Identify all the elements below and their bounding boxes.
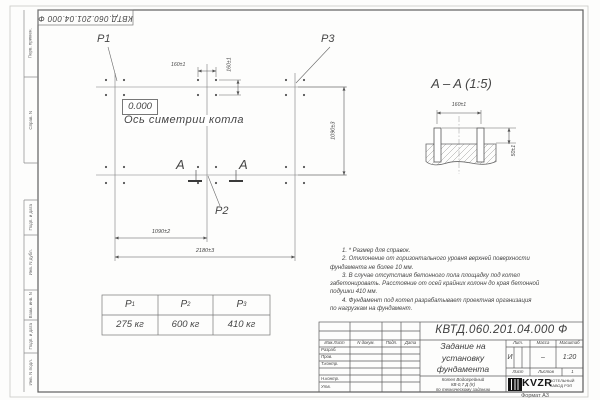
title-line: Задание на (440, 341, 486, 351)
title-block-subtitle (420, 377, 506, 393)
elevation-mark-box (122, 99, 158, 115)
logo-subtext-line: КОТЕЛЬНЫЙ (550, 378, 575, 383)
col-header-data: Дата (404, 340, 417, 346)
mass-header: Масса (536, 340, 550, 346)
sheet-label: Лист (512, 368, 524, 374)
note-line: забетонировать. Расстояние от осей крайних колонн до края бетонной (330, 281, 540, 288)
subtitle-line: Котел Водогрейный (441, 377, 485, 382)
logo-subtext (550, 379, 574, 388)
notes-block (330, 248, 580, 314)
section-dim-50: 50±1 (511, 145, 518, 157)
logo-subtext-line: ЗАВОД РЭП (550, 382, 573, 388)
load-label-p2: P2 (215, 205, 229, 217)
plan-axes (96, 64, 346, 261)
sheets-value: 1 (571, 368, 574, 374)
top-doc-number: КВТД.060.201.04.000 Ф (38, 13, 133, 23)
dim-2180-bottom: 2180±3 (195, 248, 215, 255)
load-label-p3: P3 (321, 33, 335, 45)
title-block-title (420, 341, 506, 376)
dim-160-horizontal: 160±1 (171, 62, 186, 68)
note-line: 2. Отклонение от горизонтального уровня верхней поверхности (342, 256, 530, 263)
symmetry-axis-label: Ось симетрии котла (124, 114, 245, 126)
note-line: 3. В случае отсутствия бетонного пола площадку под котел (342, 272, 520, 279)
logo-name: KVZR (522, 377, 553, 389)
side-label-perv-primen: Перв. примен. (27, 28, 33, 59)
title-block-doc-number: КВТД.060.201.04.000 Ф (435, 324, 568, 337)
weights-header-p1: P 1 (124, 299, 135, 310)
section-view-title: A – A (1:5) (431, 75, 492, 91)
elevation-mark: 0.000 (128, 101, 152, 113)
note-line: по нагрузкам на фундамент. (330, 306, 413, 313)
dim-160-vertical: 160±1 (226, 57, 233, 73)
scale-header: Масштаб (559, 340, 580, 346)
sheets-label: Листов (538, 368, 554, 374)
weights-value-p1: 275 кг (116, 319, 144, 331)
note-line: 4. Фундамент под котел разрабатывает проектная организация (342, 297, 532, 304)
section-cut-marks (188, 170, 243, 181)
side-label-sprav-n: Справ. N (27, 110, 33, 130)
subtitle-line: КВ-0,7 Д (К) (450, 382, 476, 388)
lit-value: И (507, 354, 513, 361)
mass-value: – (541, 354, 545, 361)
weights-header-p2: P 2 (180, 299, 191, 310)
kvzr-logo-icon (508, 378, 522, 391)
side-label-podp-data-2: Подп. и дата (27, 323, 33, 350)
row-label-nkontr: Н.контр. (321, 375, 340, 381)
section-letter-right: A (239, 157, 248, 172)
row-label-razrab: Разраб. (321, 347, 337, 352)
note-line: подушки 410 мм. (330, 289, 378, 296)
load-label-p1: P1 (97, 33, 111, 45)
title-line: фундамента (436, 364, 490, 374)
dim-1090-bottom: 1090±2 (151, 229, 171, 236)
section-letter-left: A (176, 157, 185, 172)
format-note: Формат А3 (521, 392, 549, 399)
leader-lines (108, 47, 330, 206)
side-label-vzam-inv: Взам. инв. N (27, 291, 33, 319)
anchor-bolt-dots (105, 79, 305, 184)
weights-header-p3: P 3 (236, 299, 247, 310)
note-line: фундамента не более 10 мм. (330, 264, 414, 271)
lit-header: Лит. (512, 340, 524, 346)
scale-value: 1:20 (562, 354, 577, 361)
section-dim-160: 160±1 (451, 102, 467, 109)
note-line: 1. * Размер для справок. (342, 248, 411, 254)
top-doc-number-box (38, 10, 133, 25)
col-header-podp: Подп. (385, 340, 398, 346)
row-label-utv: Утв. (321, 383, 331, 389)
weights-value-p2: 600 кг (171, 319, 200, 331)
side-label-inv-dubl: Инв. N дубл. (27, 249, 33, 276)
section-view-lines (408, 110, 522, 174)
side-label-podp-data-1: Подп. и дата (27, 204, 33, 231)
subtitle-line: по техническому заданию (435, 387, 491, 393)
row-label-prov: Пров. (321, 354, 333, 359)
dim-1090-right: 1090±3 (330, 121, 337, 141)
col-header-izm-list: Изм.Лист (324, 340, 345, 346)
col-header-n-dokum: N докум. (357, 340, 375, 346)
row-label-tkontr: Т.контр. (321, 361, 339, 366)
weights-value-p3: 410 кг (227, 319, 256, 331)
side-label-inv-podl: Инв. N подл. (27, 359, 33, 386)
title-line: установку (441, 352, 485, 363)
